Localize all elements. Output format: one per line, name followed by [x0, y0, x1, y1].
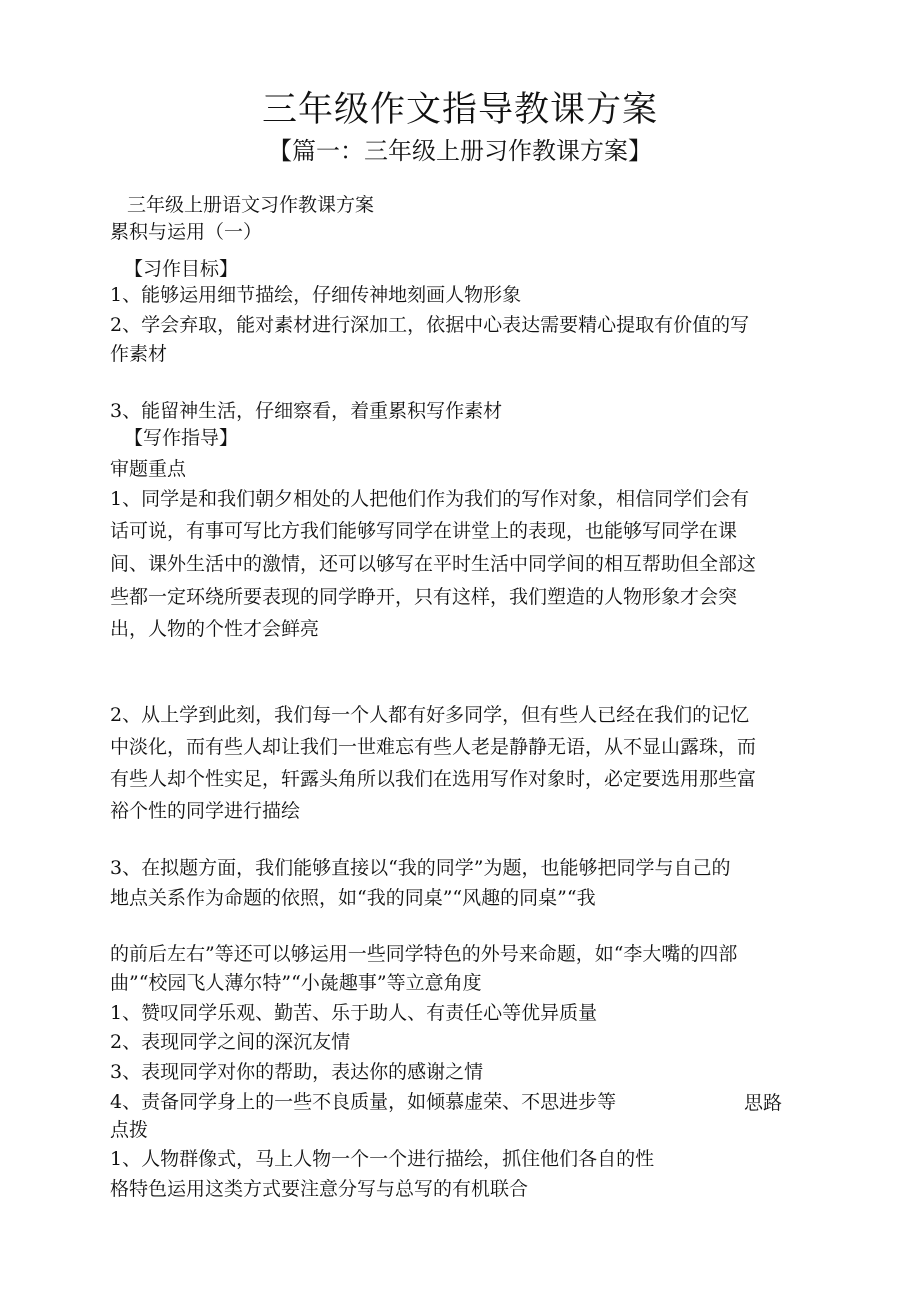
text-line: 3、能留神生活，仔细察看，着重累积写作素材: [110, 400, 503, 422]
section-heading: 【习作目标】: [124, 258, 239, 280]
text-line: 作素材: [110, 343, 168, 365]
text-line: 2、学会弃取，能对素材进行深加工，依据中心表达需要精心提取有价值的写: [110, 314, 750, 336]
text-line: 出，人物的个性才会鲜亮: [110, 618, 320, 640]
document-subtitle: 【篇一：三年级上册习作教课方案】: [268, 137, 652, 165]
text-line: 1、赞叹同学乐观、勤苦、乐于助人、有责任心等优异质量: [110, 1002, 598, 1024]
text-line: 三年级上册语文习作教课方案: [127, 194, 375, 216]
text-line: 审题重点: [110, 458, 187, 480]
text-line: 2、从上学到此刻，我们每一个人都有好多同学，但有些人已经在我们的记忆: [110, 704, 750, 726]
text-line: 累积与运用（一）: [110, 221, 263, 243]
text-line: 点拨: [110, 1119, 149, 1141]
text-line: 3、在拟题方面，我们能够直接以“我的同学”为题，也能够把同学与自己的: [110, 857, 731, 879]
text-line: 1、同学是和我们朝夕相处的人把他们作为我们的写作对象，相信同学们会有: [110, 488, 750, 510]
text-line: 2、表现同学之间的深沉友情: [110, 1031, 351, 1053]
document-title: 三年级作文指导教课方案: [261, 90, 658, 130]
text-line: 3、表现同学对你的帮助，表达你的感谢之情: [110, 1061, 484, 1083]
text-line: 间、课外生活中的激情，还可以够写在平时生活中同学间的相互帮助但全部这: [110, 553, 757, 575]
text-line: 1、人物群像式，马上人物一个一个进行描绘，抓住他们各自的性: [110, 1148, 655, 1170]
text-line: 格特色运用这类方式要注意分写与总写的有机联合: [110, 1178, 529, 1200]
text-fragment-right: 思路: [744, 1092, 783, 1114]
section-heading: 【写作指导】: [124, 427, 239, 449]
text-line: 曲”“校园飞人薄尔特”“小彘趣事”等立意角度: [110, 972, 482, 994]
text-line: 4、责备同学身上的一些不良质量，如倾慕虚荣、不思进步等: [110, 1091, 617, 1113]
text-line: 有些人却个性实足，轩露头角所以我们在选用写作对象时，必定要选用那些富: [110, 768, 757, 790]
text-line: 中淡化，而有些人却让我们一世难忘有些人老是静静无语，从不显山露珠，而: [110, 736, 757, 758]
text-line: 裕个性的同学进行描绘: [110, 800, 301, 822]
text-line: 话可说，有事可写比方我们能够写同学在讲堂上的表现，也能够写同学在课: [110, 520, 738, 542]
text-line: 些都一定环绕所要表现的同学睁开，只有这样，我们塑造的人物形象才会突: [110, 586, 738, 608]
text-line: 1、能够运用细节描绘，仔细传神地刻画人物形象: [110, 284, 522, 306]
text-line: 地点关系作为命题的依照，如“我的同桌”“风趣的同桌”“我: [110, 887, 596, 909]
text-line: 的前后左右”等还可以够运用一些同学特色的外号来命题，如“李大嘴的四部: [110, 943, 738, 965]
